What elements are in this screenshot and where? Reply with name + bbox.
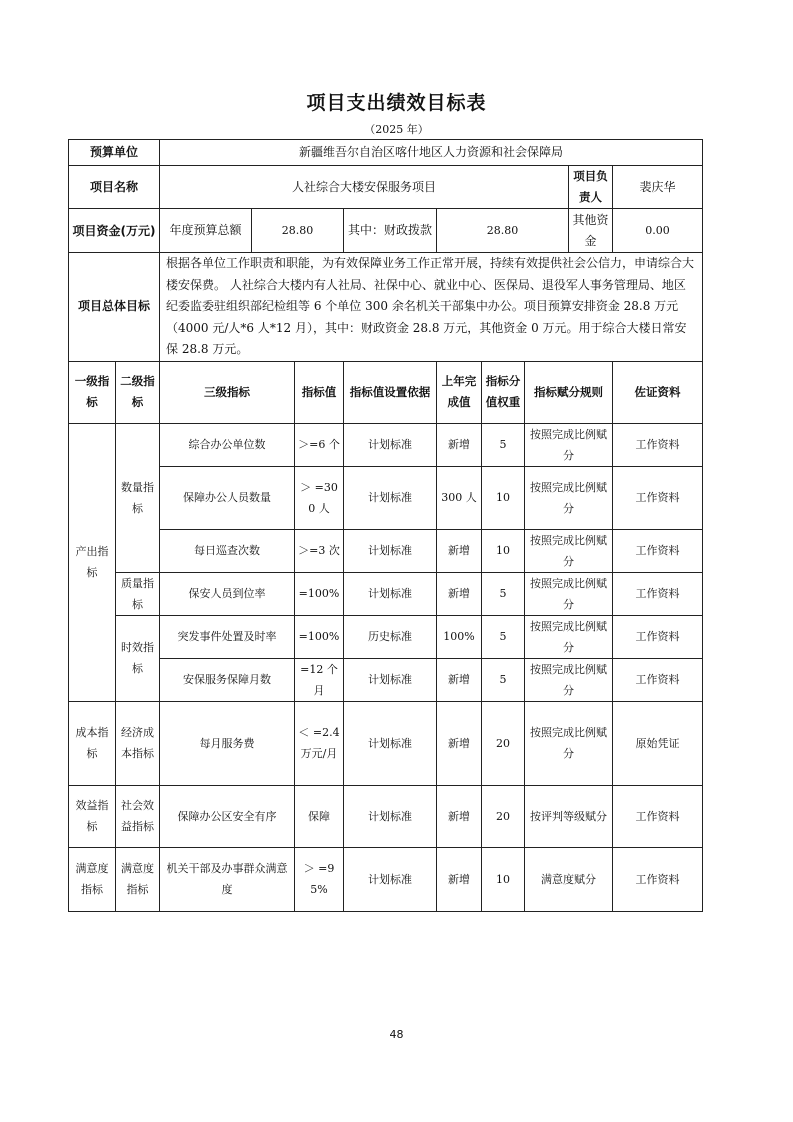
other-value: 0.00: [613, 209, 703, 253]
row-name: 保障办公区安全有序: [160, 785, 295, 847]
row-basis: 计划标准: [344, 701, 437, 785]
row-value: =100%: [295, 615, 344, 658]
row-value: ＜ =2.4 万元/月: [295, 701, 344, 785]
header-last-year: 上年完成值: [437, 361, 482, 423]
fiscal-label: 其中：财政拨款: [344, 209, 437, 253]
fiscal-value: 28.80: [437, 209, 569, 253]
row-last: 100%: [437, 615, 482, 658]
row-evidence: 工作资料: [613, 466, 703, 529]
row-rule: 按照完成比例赋分: [525, 615, 613, 658]
row-basis: 计划标准: [344, 785, 437, 847]
table-row: [69, 615, 703, 658]
row-last: 新增: [437, 529, 482, 572]
row-value: ＞ =300 人: [295, 466, 344, 529]
responsible-label: 项目负责人: [569, 166, 613, 209]
row-basis: 计划标准: [344, 572, 437, 615]
row-value: =100%: [295, 572, 344, 615]
row-last: 新增: [437, 847, 482, 911]
row-weight: 20: [482, 785, 525, 847]
goal-label: 项目总体目标: [69, 253, 160, 362]
row-name: 每日巡查次数: [160, 529, 295, 572]
row-value: =12 个月: [295, 658, 344, 701]
group-output: 产出指标: [69, 423, 116, 701]
row-weight: 10: [482, 847, 525, 911]
budget-unit-row: [69, 140, 703, 166]
header-level3: 三级指标: [160, 361, 295, 423]
row-last: 300 人: [437, 466, 482, 529]
annual-total-label: 年度预算总额: [160, 209, 252, 253]
row-value: ＞ =95%: [295, 847, 344, 911]
performance-table: [68, 139, 703, 912]
budget-unit-value: 新疆维吾尔自治区喀什地区人力资源和社会保障局: [160, 140, 703, 166]
funds-row: [69, 209, 703, 253]
table-row: [69, 701, 703, 785]
row-weight: 5: [482, 572, 525, 615]
row-weight: 10: [482, 529, 525, 572]
row-last: 新增: [437, 785, 482, 847]
row-value: ＞=3 次: [295, 529, 344, 572]
row-name: 保安人员到位率: [160, 572, 295, 615]
row-weight: 20: [482, 701, 525, 785]
funds-label: 项目资金(万元): [69, 209, 160, 253]
row-rule: 按评判等级赋分: [525, 785, 613, 847]
table-row: [69, 572, 703, 615]
row-last: 新增: [437, 701, 482, 785]
row-name: 突发事件处置及时率: [160, 615, 295, 658]
table-row: [69, 423, 703, 466]
row-basis: 计划标准: [344, 423, 437, 466]
row-evidence: 原始凭证: [613, 701, 703, 785]
row-basis: 历史标准: [344, 615, 437, 658]
row-name: 机关干部及办事群众满意度: [160, 847, 295, 911]
group-timeliness: 时效指标: [116, 615, 160, 701]
row-rule: 按照完成比例赋分: [525, 529, 613, 572]
row-last: 新增: [437, 423, 482, 466]
header-value: 指标值: [295, 361, 344, 423]
table-row: [69, 785, 703, 847]
row-weight: 5: [482, 423, 525, 466]
row-value: 保障: [295, 785, 344, 847]
project-name-label: 项目名称: [69, 166, 160, 209]
row-basis: 计划标准: [344, 847, 437, 911]
budget-unit-label: 预算单位: [69, 140, 160, 166]
row-weight: 10: [482, 466, 525, 529]
goal-row: [69, 253, 703, 362]
group-economic-cost: 经济成本指标: [116, 701, 160, 785]
annual-total-value: 28.80: [252, 209, 344, 253]
row-rule: 按照完成比例赋分: [525, 423, 613, 466]
row-evidence: 工作资料: [613, 423, 703, 466]
group-satisfaction: 满意度指标: [69, 847, 116, 911]
group-satisfaction-sub: 满意度指标: [116, 847, 160, 911]
row-name: 安保服务保障月数: [160, 658, 295, 701]
row-rule: 按照完成比例赋分: [525, 658, 613, 701]
row-evidence: 工作资料: [613, 572, 703, 615]
project-name-row: [69, 166, 703, 209]
goal-text: 根据各单位工作职责和职能，为有效保障业务工作正常开展，持续有效提供社会公信力，申请综合大楼安保费。 人社综合大楼内有人社局、社保中心、就业中心、医保局、退役军人事务管理局、地区纪委监委驻组织部纪检组等 6 个单位 300 余名机关干部集中办公。项目预算安排资金 28.8 万元（4000 元/人*6 人*12 月），其中：财政资金 28.8 万元，其他资金 0 万元。用于综合大楼日常安保 28.8 万元。: [160, 253, 703, 362]
row-basis: 计划标准: [344, 658, 437, 701]
group-social-benefit: 社会效益指标: [116, 785, 160, 847]
table-row: [69, 466, 703, 529]
row-value: ＞=6 个: [295, 423, 344, 466]
group-quantity: 数量指标: [116, 423, 160, 572]
row-weight: 5: [482, 615, 525, 658]
responsible-value: 裴庆华: [613, 166, 703, 209]
group-cost: 成本指标: [69, 701, 116, 785]
row-rule: 按照完成比例赋分: [525, 466, 613, 529]
row-basis: 计划标准: [344, 529, 437, 572]
table-row: [69, 658, 703, 701]
row-evidence: 工作资料: [613, 529, 703, 572]
header-row: [69, 361, 703, 423]
row-last: 新增: [437, 572, 482, 615]
row-rule: 按照完成比例赋分: [525, 701, 613, 785]
row-last: 新增: [437, 658, 482, 701]
row-name: 每月服务费: [160, 701, 295, 785]
page-title: 项目支出绩效目标表: [306, 92, 487, 114]
project-name-value: 人社综合大楼安保服务项目: [160, 166, 569, 209]
other-label: 其他资金: [569, 209, 613, 253]
row-name: 保障办公人员数量: [160, 466, 295, 529]
row-basis: 计划标准: [344, 466, 437, 529]
row-weight: 5: [482, 658, 525, 701]
row-rule: 按照完成比例赋分: [525, 572, 613, 615]
group-benefit: 效益指标: [69, 785, 116, 847]
year-label: （2025 年）: [364, 123, 429, 136]
row-name: 综合办公单位数: [160, 423, 295, 466]
header-level1: 一级指标: [69, 361, 116, 423]
row-rule: 满意度赋分: [525, 847, 613, 911]
table-row: [69, 847, 703, 911]
header-rule: 指标赋分规则: [525, 361, 613, 423]
group-quality: 质量指标: [116, 572, 160, 615]
row-evidence: 工作资料: [613, 658, 703, 701]
header-weight: 指标分值权重: [482, 361, 525, 423]
row-evidence: 工作资料: [613, 785, 703, 847]
header-level2: 二级指标: [116, 361, 160, 423]
page-number: 48: [389, 1028, 404, 1041]
header-basis: 指标值设置依据: [344, 361, 437, 423]
header-evidence: 佐证资料: [613, 361, 703, 423]
row-evidence: 工作资料: [613, 615, 703, 658]
table-row: [69, 529, 703, 572]
row-evidence: 工作资料: [613, 847, 703, 911]
